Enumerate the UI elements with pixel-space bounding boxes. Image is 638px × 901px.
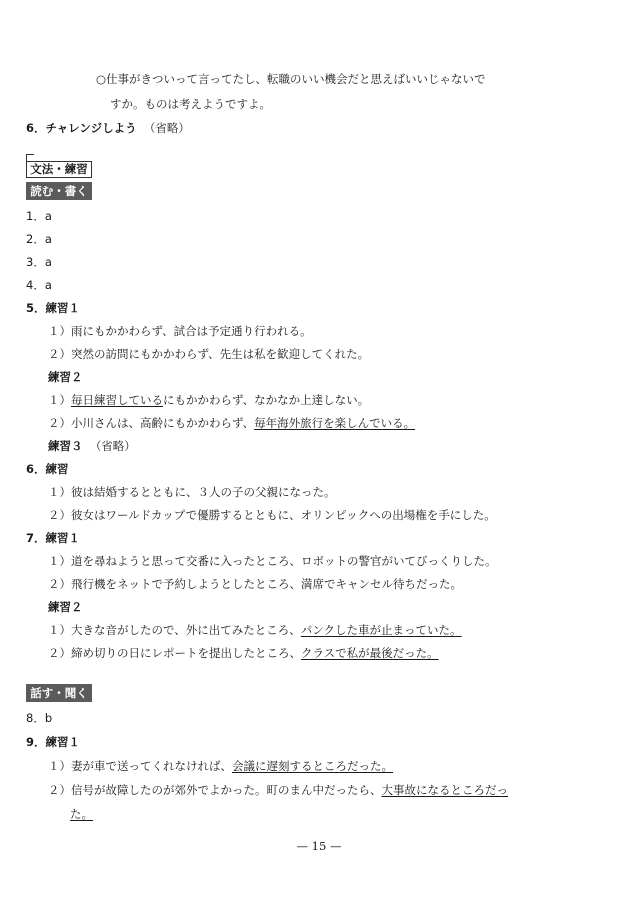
q6-line1: １）彼は結婚するとともに、３人の子の父親になった。 <box>48 485 336 499</box>
q5-practice2-line2: ２）小川さんは、高齢にもかかわらず、毎年海外旅行を楽しんでいる。 <box>48 416 416 430</box>
section-header-read-write: 読む・書く <box>26 182 92 200</box>
dialog-line-1: ○仕事がきついって言ってたし、転職のいい機会だと思えばいいじゃないで <box>96 72 486 86</box>
answer-3: 3．a <box>26 255 52 269</box>
dialog-line-2: すか。ものは考えようですよ。 <box>110 97 271 111</box>
answer-4: 4．a <box>26 278 52 292</box>
q6-line2: ２）彼女はワールドカップで優勝するとともに、オリンピックへの出場権を手にした。 <box>48 508 496 522</box>
section-header-speak-listen: 話す・聞く <box>26 684 92 702</box>
answer-1: 1．a <box>26 209 52 223</box>
q9-line2-continued: た。 <box>70 807 93 821</box>
section-header-grammar: 文法・練習 <box>26 161 92 178</box>
q7-practice1-line2: ２）飛行機をネットで予約しようとしたところ、満席でキャンセル待ちだった。 <box>48 577 462 591</box>
q6-header: 6．練習 <box>26 462 69 476</box>
item-label: チャレンジしよう <box>45 121 137 135</box>
q7-practice2-line2: ２）締め切りの日にレポートを提出したところ、クラスで私が最後だった。 <box>48 646 439 660</box>
q5-practice1-line1: １）雨にもかかわらず、試合は予定通り行われる。 <box>48 324 312 338</box>
q9-header: 9．練習１ <box>26 735 81 749</box>
q7-practice2-label: 練習２ <box>48 600 83 614</box>
q5-practice2-line1: １）毎日練習しているにもかかわらず、なかなか上達しない。 <box>48 393 370 407</box>
q7-header: 7．練習１ <box>26 531 81 545</box>
q7-practice1-line1: １）道を尋ねようと思って交番に入ったところ、ロボットの警官がいてびっくりした。 <box>48 554 497 568</box>
q8-answer: 8．b <box>26 711 53 725</box>
q5-practice2-label: 練習２ <box>48 370 83 384</box>
page-number: — 15 — <box>296 839 342 853</box>
q5-header: 5．練習１ <box>26 301 81 315</box>
q7-practice2-line1: １）大きな音がしたので、外に出てみたところ、パンクした車が止まっていた。 <box>48 623 462 637</box>
q5-practice1-line2: ２）突然の訪問にもかかわらず、先生は私を歓迎してくれた。 <box>48 347 370 361</box>
answer-2: 2．a <box>26 232 52 246</box>
item-6-challenge <box>26 120 190 136</box>
q5-practice3: 練習３ （省略） <box>48 439 136 453</box>
item-number: 6． <box>26 121 46 135</box>
q9-line1: １）妻が車で送ってくれなければ、会議に遅刻するところだった。 <box>48 759 393 773</box>
item-note: （省略） <box>143 121 190 135</box>
q9-line2: ２）信号が故障したのが郊外でよかった。町のまん中だったら、大事故になるところだっ <box>48 783 508 797</box>
